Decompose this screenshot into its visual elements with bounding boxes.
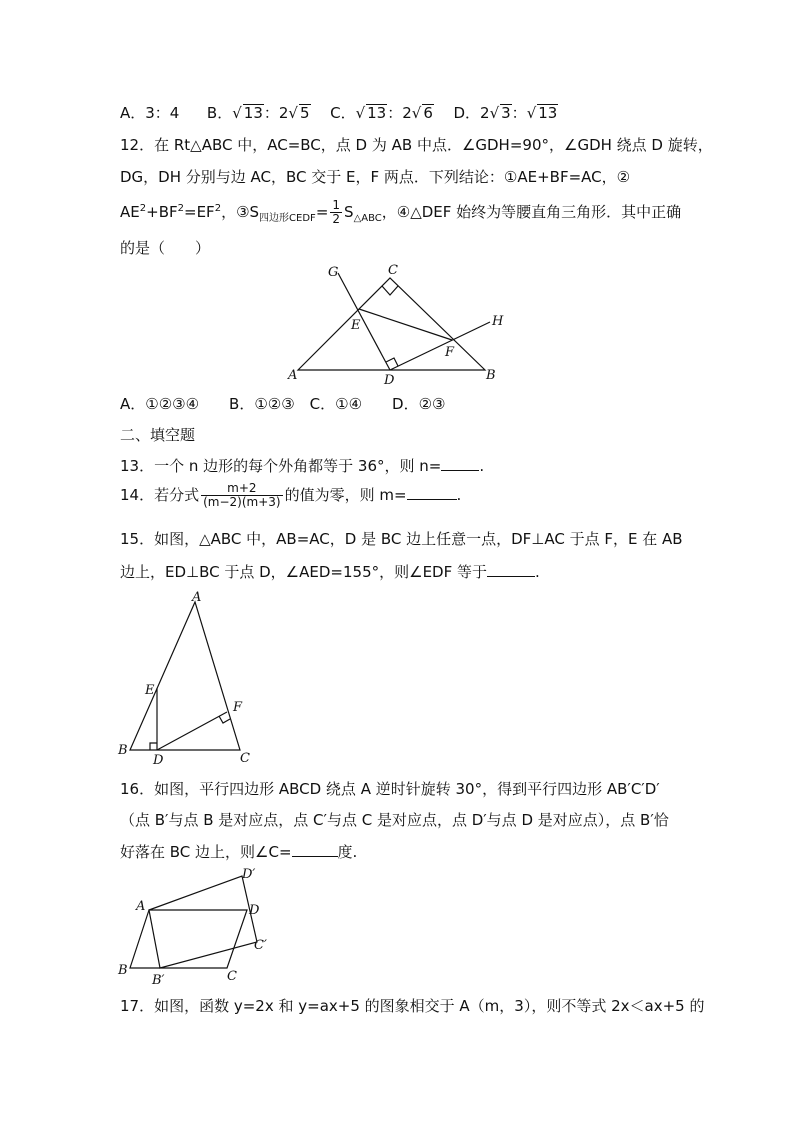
label-d: D [153, 753, 164, 768]
q17-line-1: 17．如图，函数 y=2x 和 y=ax+5 的图象相交于 A（m，3），则不等式 2x＜ax+5 的 [120, 997, 705, 1015]
right-angle-d [150, 743, 157, 750]
label-a: A [136, 899, 146, 914]
q14-fraction: $\frac{m+2}{(m-2)(m+3)}$ [203, 481, 281, 509]
q12-line-1: 12．在 Rt△ABC 中，AC=BC，点 D 为 AB 中点．∠GDH=90°，∠GDH 绕点 D 旋转， [120, 136, 713, 154]
q12-figure [280, 258, 510, 388]
label-c: C [388, 263, 398, 278]
label-e: E [145, 683, 155, 698]
q16-line-2: （点 B′与点 B 是对应点，点 C′与点 C 是对应点，点 D′与点 D 是对应点），点 B′恰 [120, 811, 669, 829]
label-g: G [328, 265, 339, 280]
q16-blank [292, 842, 338, 857]
label-e: E [351, 318, 361, 333]
label-d: D [384, 373, 395, 388]
q14-line: 14．若分式 $\frac{m+2}{(m-2)(m+3)}$ 的值为零，则 m= . [120, 481, 462, 509]
label-c: C [227, 969, 237, 984]
label-d: D [249, 903, 260, 918]
triangle-abc [130, 602, 240, 750]
q16-line-1: 16．如图，平行四边形 ABCD 绕点 A 逆时针旋转 30°，得到平行四边形 AB′C′D′ [120, 780, 660, 798]
q11-option-a: A．3：4 [120, 104, 180, 122]
right-angle-c [382, 286, 398, 295]
label-b: B [486, 368, 496, 383]
q11-options [120, 103, 558, 123]
q12-line-3: $AE^2+BF^2=EF^2$，$③S_{四边形CEDF}=$ $\frac{1}{2}$ $S_{\triangle ABC}$，④△DEF 始终为等腰直角三角形．其中正确 [120, 198, 682, 226]
label-d-prime: D′ [242, 867, 256, 882]
parallelogram-abcd-rotated [149, 876, 257, 968]
q11-option-c: C．√ 13：2√ 6 [330, 104, 433, 122]
label-b: B [118, 963, 128, 978]
label-f: F [233, 700, 243, 715]
q12-line-2: DG，DH 分别与边 AC，BC 交于 E，F 两点．下列结论：①AE+BF=AC，② [120, 168, 631, 186]
q12-options: A．①②③④ B．①②③ C．①④ D．②③ [120, 395, 446, 413]
segment-df [157, 712, 227, 750]
q12-fraction: $\frac{1}{2}$ [332, 198, 341, 226]
q14-blank [407, 485, 457, 500]
label-a: A [288, 368, 298, 383]
triangle-abc [298, 278, 485, 370]
q16-line-3: 好落在 BC 边上，则∠C= 度. [120, 843, 358, 861]
q15-line-2: 边上，ED⊥BC 于点 D，∠AED=155°，则∠EDF 等于 . [120, 563, 540, 581]
q12-line-4: 的是（ ） [120, 239, 211, 257]
q16-figure [112, 862, 282, 992]
label-a: A [192, 590, 202, 605]
q15-line-1: 15．如图，△ABC 中，AB=AC，D 是 BC 边上任意一点，DF⊥AC 于点 F，E 在 AB [120, 530, 683, 548]
right-angle-f [219, 716, 230, 723]
q13-blank [441, 456, 479, 471]
q13-line: 13．一个 n 边形的每个外角都等于 36°，则 n= . [120, 457, 485, 475]
parallelogram-abcd [130, 910, 247, 968]
label-h: H [492, 314, 504, 329]
label-c-prime: C′ [254, 938, 267, 953]
q15-figure [112, 590, 262, 770]
label-f: F [445, 345, 455, 360]
label-c: C [240, 751, 250, 766]
q11-option-b: B．√ 13：2√ 5 [206, 104, 310, 122]
q15-blank [487, 562, 535, 577]
label-b-prime: B′ [152, 973, 165, 988]
section-2-title: 二、填空题 [120, 426, 196, 444]
label-b: B [118, 743, 128, 758]
q11-option-d: D．2√ 3：√ 13 [453, 104, 558, 122]
ray-dh [390, 322, 490, 370]
